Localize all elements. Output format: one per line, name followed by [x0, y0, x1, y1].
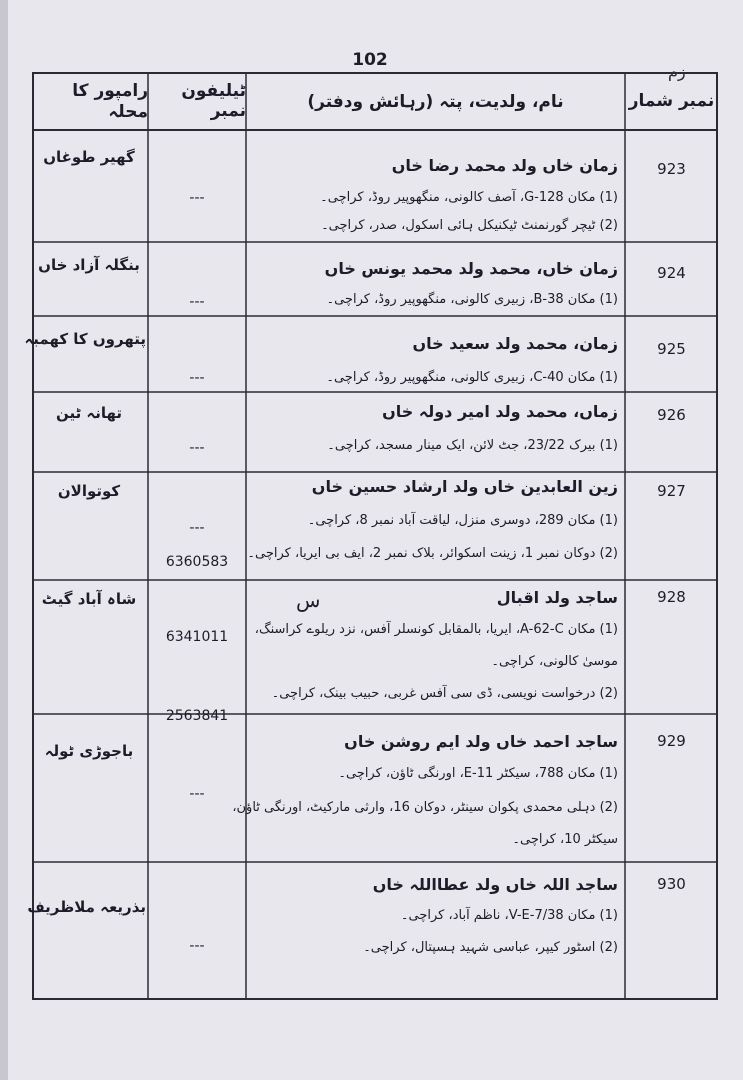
phone-number: 6341011 [165, 629, 229, 645]
directory-table [24, 72, 718, 1000]
address-line: (2) ٹیچر گورنمنٹ ٹیکنیکل ہائی اسکول، صدر، کراچی۔ [321, 218, 618, 233]
page-binding-edge [0, 0, 8, 1080]
serial-number: 925 [657, 340, 686, 358]
locality-name: گھیر طوغاں [43, 148, 135, 166]
person-name: زمان خاں ولد محمد رضا خاں [391, 156, 618, 175]
person-name: ساجد اللہ خاں ولد عطااللہ خاں [372, 875, 618, 894]
phone-number: --- [189, 294, 205, 310]
header-serial: نمبر شمار [628, 91, 715, 111]
address-line: (2) دوکان نمبر 1، زینت اسکوائر، بلاک نمبر 2، ایف بی ایریا، کراچی۔ [247, 546, 618, 561]
phone-number: --- [189, 440, 205, 456]
locality-name: کوتوالان [57, 482, 121, 500]
person-name: زمان، محمد ولد سعید خاں [412, 334, 618, 353]
address-line: (2) اسٹور کیپر، عباسی شہید ہسپتال، کراچی۔ [363, 940, 618, 955]
person-name: زمان خاں، محمد ولد محمد یونس خاں [324, 259, 618, 278]
locality-name: پتھروں کا کھمبہ [24, 330, 146, 348]
address-line: (1) مکان 788، سیکٹر E-11، اورنگی ٹاؤن، کراچی۔ [338, 766, 618, 781]
address-line: (1) مکان V-E-7/38، ناظم آباد، کراچی۔ [400, 908, 618, 923]
header-name-address: نام، ولدیت، پتہ (رہائش ودفتر) [307, 91, 564, 112]
header-phone: ٹیلیفون نمبر [181, 81, 246, 121]
address-line: (2) درخواست نویسی، ڈی سی آفس غربی، حبیب بینک، کراچی۔ [271, 686, 618, 701]
page-number: 102 [352, 50, 388, 70]
serial-number: 924 [657, 264, 686, 282]
address-line: موسیٰ کالونی، کراچی۔ [491, 654, 618, 669]
locality-name: تھانہ ٹین [55, 404, 123, 422]
phone-number: --- [189, 786, 205, 802]
phone-number: --- [189, 520, 205, 536]
header-mark: زم [668, 62, 686, 81]
locality-name: باجوڑی ٹولہ [44, 742, 134, 760]
person-name: زین العابدین خاں ولد ارشاد حسین خاں [311, 477, 618, 496]
address-line: (1) بیرک 23/22، جٹ لائن، ایک مینار مسجد، کراچی۔ [327, 438, 618, 453]
person-name: ساجد ولد اقبال [496, 588, 618, 607]
phone-number: --- [189, 190, 205, 206]
table-grid-lines [24, 72, 718, 1000]
person-name: ساجد احمد خاں ولد ایم روشن خاں [344, 732, 618, 751]
address-line: (2) دہلی محمدی پکوان سینٹر، دوکان 16، وارثی مارکیٹ، اورنگی ٹاؤن، [232, 800, 618, 815]
phone-number: 6360583 [165, 554, 229, 570]
serial-number: 930 [657, 875, 686, 893]
person-name: زماں، محمد ولد امیر دولہ خاں [382, 402, 618, 421]
address-line: (1) مکان G-128، آصف کالونی، منگھوپیر روڈ، کراچی۔ [320, 190, 618, 205]
serial-number: 927 [657, 482, 686, 500]
address-line: (1) مکان B-38، زبیری کالونی، منگھوپیر روڈ، کراچی۔ [326, 292, 618, 307]
address-line: سیکٹر 10، کراچی۔ [512, 832, 618, 847]
address-line: (1) مکان A-62-C، ایریا، بالمقابل کونسلر آفس، نزد ریلوے کراسنگ، [254, 622, 618, 637]
serial-number: 926 [657, 406, 686, 424]
phone-number: 2563841 [165, 708, 229, 724]
address-line: (1) مکان C-40، زبیری کالونی، منگھوپیر روڈ، کراچی۔ [326, 370, 618, 385]
locality-name: شاہ آباد گیٹ [41, 590, 137, 608]
locality-name: بذریعہ ملاظریف [27, 898, 146, 916]
serial-number: 928 [657, 588, 686, 606]
address-line: (1) مکان 289، دوسری منزل، لیاقت آباد نمبر 8، کراچی۔ [307, 513, 618, 528]
phone-number: --- [189, 370, 205, 386]
header-locality: رامپور کا محلہ [72, 80, 148, 122]
phone-number: --- [189, 938, 205, 954]
handwritten-annotation: س [296, 588, 321, 612]
serial-number: 923 [657, 160, 686, 178]
locality-name: بنگلہ آزاد خاں [38, 256, 140, 274]
serial-number: 929 [657, 732, 686, 750]
